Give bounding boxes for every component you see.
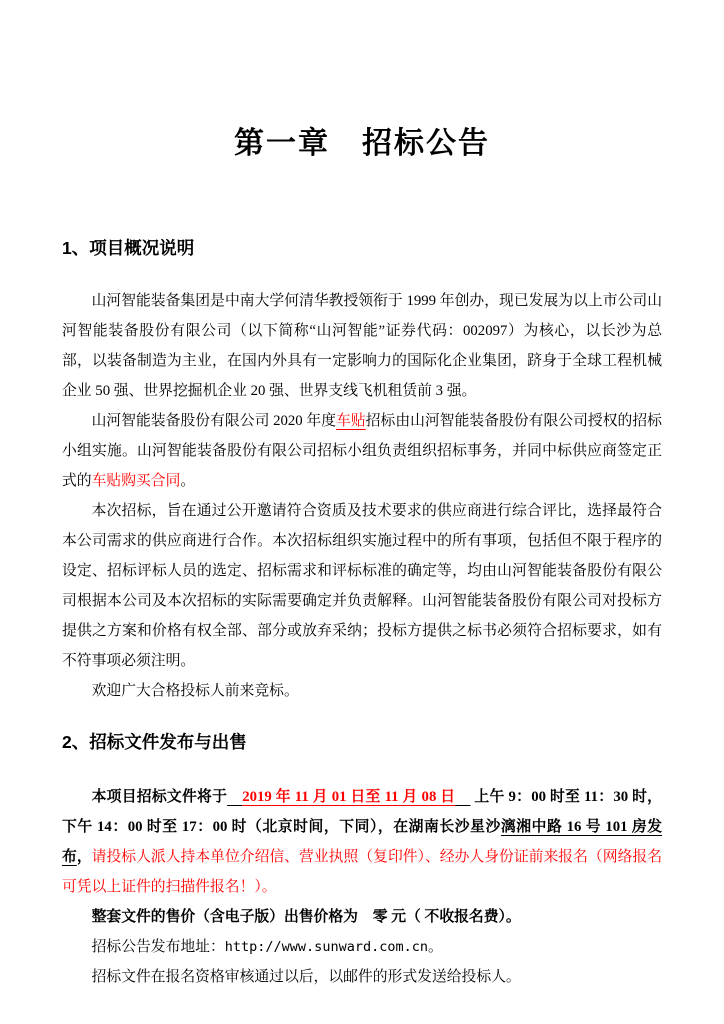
text-run: 本项目招标文件将于 — [91, 789, 228, 805]
text-run: 山河智能装备股份有限公司 2020 年度 — [91, 413, 337, 429]
highlight-registration-notice: 请投标人派人持本单位介绍信、营业执照（复印件）、经办人身份证前来报名（网络报名可凭以上证件的扫描件报名！）。 — [62, 849, 662, 895]
section-1-heading: 1、项目概况说明 — [62, 238, 195, 258]
highlight-date-range: 2019 年 11 月 01 日至 11 月 08 日 — [242, 789, 456, 805]
text-run: 上午 9：00 时至 11：30 时，下午 14：00 时至 17：00 时（北京时间，下同），在湖南长沙星沙 — [62, 789, 662, 835]
document-title: 第一章 招标公告 — [234, 127, 490, 160]
paragraph-welcome: 欢迎广大合格投标人前来竞标。 — [91, 683, 299, 699]
text-run: 。 — [427, 939, 443, 955]
highlight-purchase-contract: 车贴购买合同 — [91, 473, 181, 489]
text-run: 招标由山河智能装备股份有限公司授权的招标小组实施。山河智能装备股份有限公司招标小组负责组织招标事务，并同中标供应商签定正式的 — [62, 413, 662, 489]
underline-address: 漓湘中路 16 号 101 房发布 — [62, 819, 663, 865]
underline-gap — [455, 789, 470, 805]
highlight-cheti: 车贴 — [336, 413, 366, 429]
text-run: 。 — [180, 473, 196, 489]
paragraph-document-release — [62, 782, 662, 902]
paragraph-tender-scope: 本次招标，旨在通过公开邀请符合资质及技术要求的供应商进行综合评比，选择最符合本公司需求的供应商进行合作。本次招标组织实施过程中的所有事项，包括但不限于程序的设定、招标评标人员的选定、招标需求和评标标准的确定等，均由山河智能装备股份有限公司根据本公司及本次招标的实际需要确定并负责解释。山河智能装备股份有限公司对投标方提供之方案和价格有权全部、部分或放弃采纳；投标方提供之标书必须符合招标要求，如有不符事项必须注明。 — [62, 503, 662, 669]
section-2-heading: 2、招标文件发布与出售 — [62, 732, 247, 752]
announcement-url: http://www.sunward.com.cn — [224, 939, 428, 955]
paragraph-company-intro: 山河智能装备集团是中南大学何清华教授领衔于 1999 年创办，现已发展为以上市公司山河智能装备股份有限公司（以下简称“山河智能”证券代码：002097）为核心，以长沙为总部，以装备制造为主业，在国内外具有一定影响力的国际化企业集团，跻身于全球工程机械企业 50 强、世界挖掘机企业 20 强、世界支线飞机租赁前 3 强。 — [62, 293, 662, 399]
paragraph-delivery: 招标文件在报名资格审核通过以后，以邮件的形式发送给投标人。 — [91, 969, 521, 985]
paragraph-price: 整套文件的售价（含电子版）出售价格为 零 元（ 不收报名费）。 — [91, 909, 521, 925]
text-run: ， — [76, 849, 92, 865]
text-run: 招标公告发布地址： — [91, 939, 225, 955]
paragraph-tender-organization — [62, 406, 662, 496]
underline-gap — [227, 789, 242, 805]
paragraph-announcement-url — [62, 932, 662, 962]
